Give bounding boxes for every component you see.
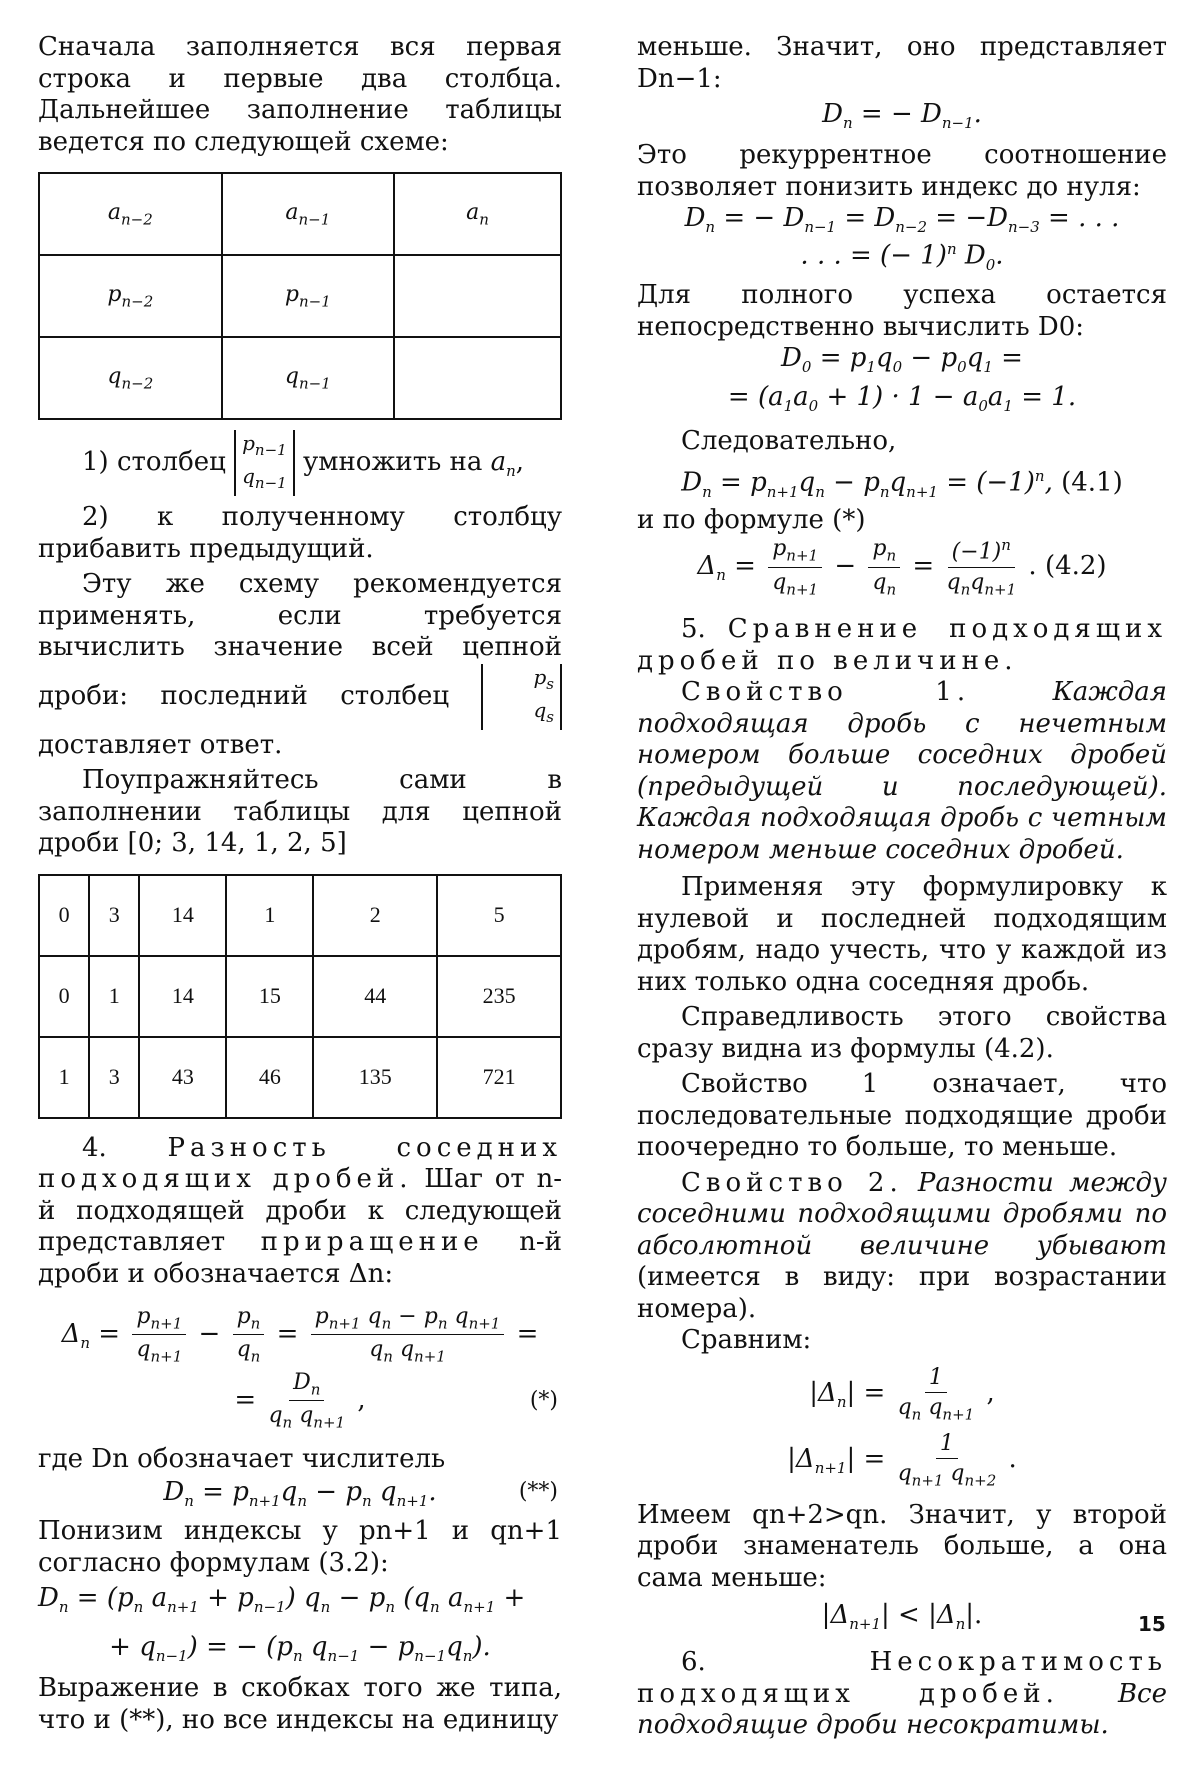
table-cell: 235 bbox=[437, 956, 561, 1037]
lower-indices-text: Понизим индексы у pn+1 и qn+1 согласно формулам (3.2): bbox=[38, 1516, 562, 1578]
scheme-table bbox=[38, 172, 562, 420]
formula-dn: $D_n = p_{n+1}q_n - p_n$ $q_{n+1}$. (**) bbox=[163, 1477, 558, 1511]
right-column bbox=[637, 0, 1167, 1742]
column-vector: $p_{n-1}$ $q_{n-1}$ bbox=[234, 430, 295, 496]
section-6-title: Несократимость подходящих дробей. bbox=[637, 1647, 1167, 1709]
formula-delta-2: = $\frac{D_n}{q_n q_{n+1}}$ , (*) bbox=[234, 1369, 558, 1432]
exercise-table bbox=[38, 874, 562, 1119]
property-1: Свойство 1. Каждая подходящая дробь с нечетным номером больше соседних дробей (предыдущей и последующей). Каждая подходящая дробь с четным номером меньше соседних дробей. bbox=[637, 677, 1167, 865]
formula-42: $\Delta_n$ = $\frac{p_{n+1}}{q_{n+1}}$ − $\frac{p_n}{q_n}$ = $\frac{(-1)^n}{q_nq_{n+1}}$ . (4.2) bbox=[697, 536, 1107, 599]
step-1: 1) столбец $p_{n-1}$ $q_{n-1}$ умножить на $a_n$, bbox=[38, 430, 562, 496]
formula-abs-delta-n1: $|\Delta_{n+1}|$ = $\frac{1}{q_{n+1} q_{n+2}}$ . bbox=[787, 1431, 1017, 1490]
equation-label: (4.1) bbox=[1061, 467, 1123, 498]
left-column bbox=[38, 0, 562, 1736]
formula-abs-delta-n: $|\Delta_n|$ = $\frac{1}{q_n q_{n+1}}$ , bbox=[809, 1364, 995, 1424]
scheme-cell: $q_{n-1}$ bbox=[222, 337, 394, 419]
section-5-title: Сравнение подходящих дробей по величине. bbox=[637, 614, 1167, 676]
validity-text: Справедливость этого свойства сразу видна из формулы (4.2). bbox=[637, 1002, 1167, 1064]
scheme-cell: $a_n$ bbox=[394, 173, 561, 255]
scheme-cell: $p_{n-1}$ bbox=[222, 255, 394, 337]
recurrence-text: Это рекуррентное соотношение позволяет понизить индекс до нуля: bbox=[637, 140, 1167, 202]
continued-text: меньше. Значит, оно представляет Dn−1: bbox=[637, 32, 1167, 94]
table-cell: 46 bbox=[226, 1037, 313, 1118]
equation-label: (*) bbox=[529, 1387, 558, 1413]
table-cell: 135 bbox=[313, 1037, 437, 1118]
scheme-paragraph: Эту же схему рекомендуется применять, если требуется вычислить значение всей цепной дроби: последний столбец $p_s$ $q_s$ доставляет ответ. bbox=[38, 569, 562, 760]
table-cell: 3 bbox=[89, 1037, 139, 1118]
where-text: где Dn обозначает числитель bbox=[38, 1443, 446, 1474]
formula-recurrence: $D_n$ = − $D_{n-1} = D_{n-2} = -D_{n-3}$ = . . . bbox=[684, 203, 1120, 237]
section-6: 6. Несократимость подходящих дробей. Все подходящие дроби несократимы. bbox=[637, 1647, 1168, 1741]
scheme-cell: $p_{n-2}$ bbox=[39, 255, 222, 337]
table-cell: 44 bbox=[313, 956, 437, 1037]
exercise-paragraph: Поупражняйтесь сами в заполнении таблицы для цепной дроби [0; 3, 14, 1, 2, 5] bbox=[38, 765, 562, 858]
formula-d0: $D_0 = p_1q_0 - p_0q_1$ = bbox=[781, 343, 1023, 377]
column-vector: $p_s$ $q_s$ bbox=[481, 664, 562, 730]
table-cell: 2 bbox=[313, 875, 437, 956]
table-cell: 1 bbox=[39, 1037, 89, 1118]
formula-d0-2: = $(a_1a_0 + 1) \cdot 1 - a_0a_1 = 1$. bbox=[727, 382, 1077, 416]
success-text: Для полного успеха остается непосредственно вычислить D0: bbox=[637, 280, 1167, 342]
table-cell: 0 bbox=[39, 956, 89, 1037]
section-5: 5. Сравнение подходящих дробей по величине. bbox=[637, 614, 1167, 676]
table-cell: 3 bbox=[89, 875, 139, 956]
table-cell: 1 bbox=[226, 875, 313, 956]
equation-label: (**) bbox=[518, 1479, 558, 1505]
table-cell: 15 bbox=[226, 956, 313, 1037]
formula-dn-expand: $D_n = (p_n$ $a_{n+1} + p_{n-1}$) $q_n - p_n$ ($q_n$ $a_{n+1}$ + bbox=[38, 1583, 526, 1617]
expression-text: Выражение в скобках того же типа, что и (**), но все индексы на единицу bbox=[38, 1673, 562, 1735]
step-2: 2) к полученному столбцу прибавить предыдущий. bbox=[38, 502, 562, 564]
table-cell: 5 bbox=[437, 875, 561, 956]
scheme-cell bbox=[394, 337, 561, 419]
property-1-meaning: Свойство 1 означает, что последовательные подходящие дроби поочередно то больше, то меньше. bbox=[637, 1069, 1167, 1163]
equation-label: (4.2) bbox=[1044, 551, 1107, 582]
scheme-cell: $q_{n-2}$ bbox=[39, 337, 222, 419]
table-cell: 43 bbox=[139, 1037, 226, 1118]
table-cell: 14 bbox=[139, 956, 226, 1037]
formula-inequality: $|\Delta_{n+1}| < |\Delta_n|$. bbox=[821, 1600, 983, 1634]
table-cell: 0 bbox=[39, 875, 89, 956]
intro-paragraph: Сначала заполняется вся первая строка и первые два столбца. Дальнейшее заполнение таблицы ведется по следующей схеме: bbox=[38, 32, 562, 157]
therefore-text: Следовательно, bbox=[681, 425, 897, 456]
table-cell: 1 bbox=[89, 956, 139, 1037]
formula-recurrence-2: . . . = (− 1)$^n$ $D_0$. bbox=[800, 240, 1004, 275]
scheme-cell: $a_{n-1}$ bbox=[222, 173, 394, 255]
formula-delta: $\Delta_n$ = $\frac{p_{n+1}}{q_{n+1}}$ − $\frac{p_n}{q_n}$ = $\frac{p_{n+1} q_n - p_n q_{n+1}}{q_n q_{n+1}}$ = bbox=[61, 1304, 539, 1366]
section-4: 4. Разность соседних подходящих дробей. Шаг от n-й подходящей дроби к следующей представляет приращение n-й дроби и обозначается Δn: bbox=[38, 1132, 563, 1289]
compare-text: Сравним: bbox=[681, 1325, 812, 1356]
formula-dn-neg: $D_n$ = − $D_{n-1}$. bbox=[822, 99, 982, 133]
formula-41: $D_n = p_{n+1}q_n - p_nq_{n+1} = (-1)^n$, (4.1) bbox=[681, 467, 1123, 501]
section-4-title: Разность соседних подходящих дробей. bbox=[38, 1132, 562, 1194]
by-formula-text: и по формуле (*) bbox=[637, 504, 866, 535]
property-2: Свойство 2. Разности между соседними подходящими дробями по абсолютной величине убывают (имеется в виду: при возрастании номера). bbox=[637, 1167, 1167, 1324]
scheme-cell: $a_{n-2}$ bbox=[39, 173, 222, 255]
page-number: 15 bbox=[1138, 1612, 1166, 1636]
apply-text: Применяя эту формулировку к нулевой и последней подходящим дробям, надо учесть, что у каждой из них только одна соседняя дробь. bbox=[637, 872, 1167, 997]
scheme-cell bbox=[394, 255, 561, 337]
have-text: Имеем qn+2>qn. Значит, у второй дроби знаменатель больше, а она сама меньше: bbox=[637, 1499, 1167, 1593]
table-cell: 721 bbox=[437, 1037, 561, 1118]
table-cell: 14 bbox=[139, 875, 226, 956]
formula-dn-expand-2: + $q_{n-1}$) = − ($p_n$ $q_{n-1} - p_{n-1}q_n$). bbox=[109, 1631, 491, 1666]
